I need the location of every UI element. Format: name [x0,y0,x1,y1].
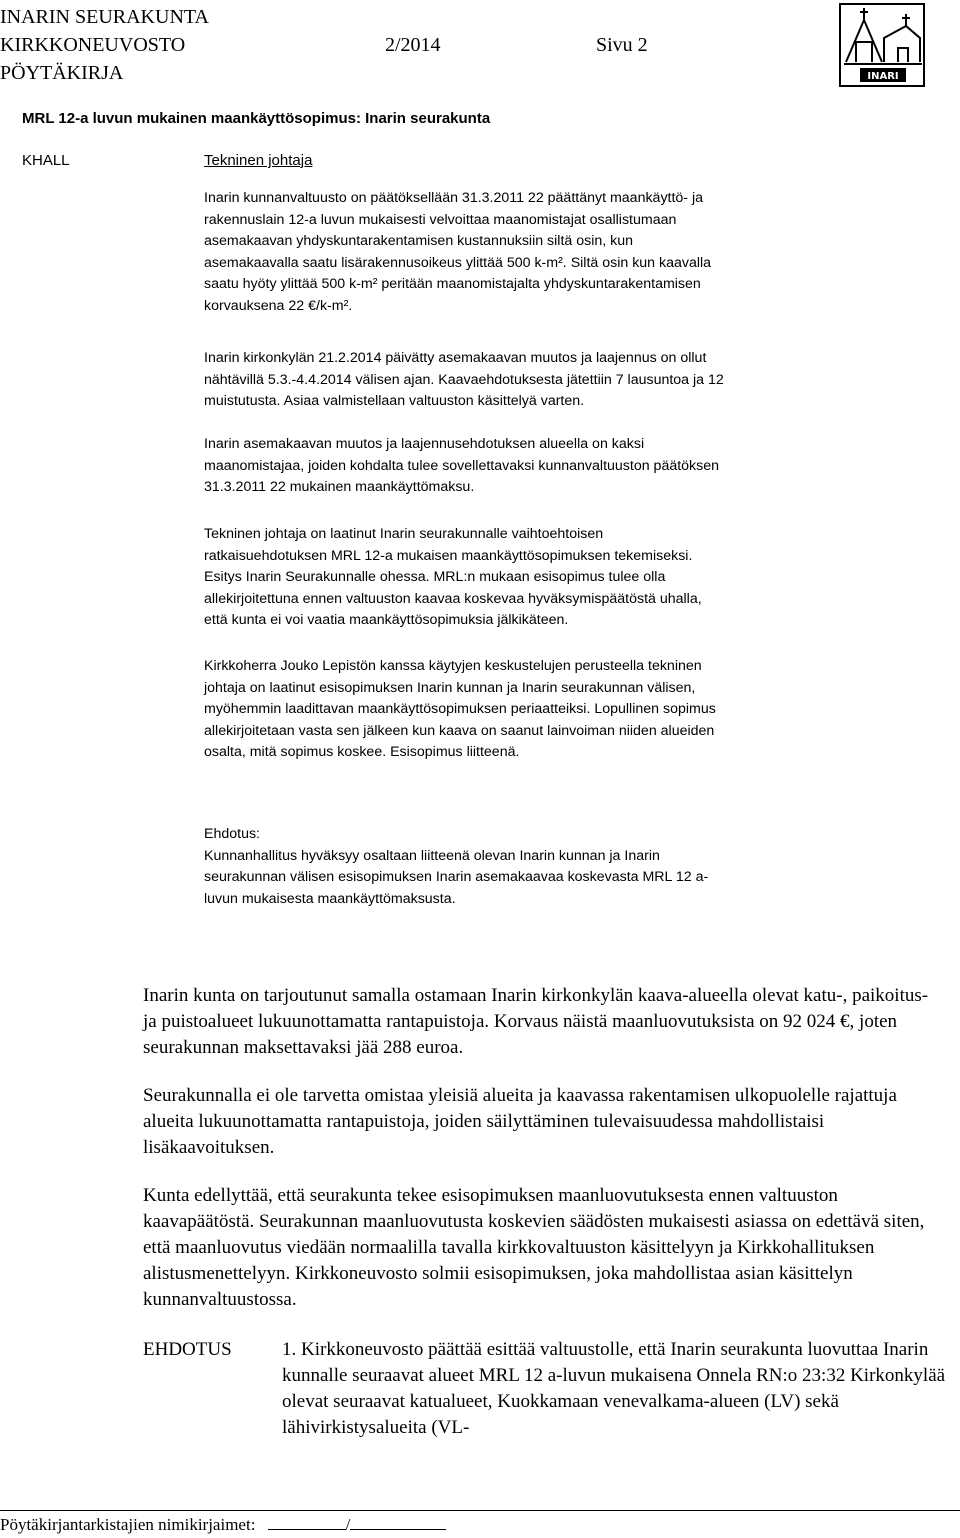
svg-text:INARI: INARI [867,71,899,82]
scan-role: Tekninen johtaja [204,152,313,169]
footer [0,1514,446,1536]
scan-title: MRL 12-a luvun mukainen maankäyttösopimus: Inarin seurakunta [22,110,491,127]
scan-paragraph: Inarin asemakaavan muutos ja laajennusehdotuksen alueella on kaksi maanomistajaa, joiden kohdalta tulee sovellettavaksi kunnanvaltuuston päätöksen 31.3.2011 22 mukainen maankäyttömaksu. [204,436,720,495]
proposal-label: EHDOTUS [143,1339,232,1360]
org-name: INARIN SEURAKUNTA [0,6,209,28]
scan-paragraph: Kirkkoherra Jouko Lepistön kanssa käytyjen keskustelujen perusteella tekninen johtaja on laatinut esisopimuksen Inarin kunnan ja Inarin seurakunnan välisen, myöhemmin laadittavan maankäyttösopimuksen periaatteiksi. Lopullinen sopimus allekirjoitetaan vasta sen jälkeen kun kaava on saanut lainvoiman niiden alueiden osalta, mitä sopimus koskee. Esisopimus liitteenä. [204,658,716,760]
footer-divider [0,1510,960,1511]
initials-separator: / [345,1515,351,1534]
scan-proposal [204,824,724,910]
scan-paragraph: Inarin kunnanvaltuusto on päätöksellään 31.3.2011 22 päättänyt maankäyttö- ja rakennuslain 12-a luvun mukaisesti velvoittaa maanomistajat osallistumaan asemakaavan yhdyskuntarakentamisen kustannuksiin siltä osin, kun asemakaavalla saatu lisärakennusoikeus ylittää 500 k-m². Siltä osin kun kaavalla saatu hyöty ylittää 500 k-m² peritään maanomistajalta yhdyskuntarakentamisen korvauksena 22 €/k-m². [204,190,712,314]
scan-department: KHALL [22,152,70,169]
church-logo-icon [836,2,928,88]
scan-proposal-label: Ehdotus: [204,826,261,842]
page-number: Sivu 2 [596,34,648,56]
proposal-text: 1. Kirkkoneuvosto päättää esittää valtuustolle, että Inarin seurakunta luovuttaa Inarin kunnalle seuraavat alueet MRL 12 a-luvun mukaisena Onnela RN:o 23:32 Kirkonkylää olevat seuraavat katualueet, Kuokkamaan venevalkama-alueen (LV) sekä lähivirkistysalueita (VL- [282,1339,946,1438]
doc-type: PÖYTÄKIRJA [0,62,124,84]
initials-blank-1 [268,1515,346,1530]
scan-paragraph: Inarin kirkonkylän 21.2.2014 päivätty asemakaavan muutos ja laajennus on ollut nähtävillä 5.3.-4.4.2014 välisen ajan. Kaavaehdotuksesta jätettiin 7 lausuntoa ja 12 muistutusta. Asiaa valmistellaan valtuuston käsittelyä varten. [204,350,724,409]
initials-blank-2 [350,1515,446,1530]
body-paragraph: Seurakunnalla ei ole tarvetta omistaa yleisiä alueita ja kaavassa rakentamisen ulkopuolelle rajattuja alueita lukuunottamatta rantapuistoja, joiden säilyttäminen tulevaisuudessa mahdollistaisi lisäkaavoituksen. [143,1085,897,1158]
scanned-attachment [0,96,960,926]
document-header [0,0,960,90]
footer-label: Pöytäkirjantarkistajien nimikirjaimet: [0,1515,256,1534]
body-paragraph: Kunta edellyttää, että seurakunta tekee esisopimuksen maanluovutuksesta ennen valtuuston kaavapäätöstä. Seurakunnan maanluovutusta koskevien säädösten mukaisesti asiassa on edettävä siten, että maanluovutus viedään normaalilla tavalla kirkkovaltuuston käsittelyyn ja Kirkkohallituksen alistusmenettelyyn. Kirkkoneuvosto solmii esisopimuksen, joka mahdollistaa asian käsittelyn kunnanvaltuustossa. [143,1185,925,1310]
scan-proposal-text: Kunnanhallitus hyväksyy osaltaan liitteenä olevan Inarin kunnan ja Inarin seurakunnan välisen esisopimuksen Inarin asemakaavaa koskevasta MRL 12 a-luvun mukaisesta maankäyttömaksusta. [204,847,709,907]
scan-paragraph: Tekninen johtaja on laatinut Inarin seurakunnalle vaihtoehtoisen ratkaisuehdotuksen MRL 12-a mukaisen maankäyttösopimuksen tekemiseksi. Esitys Inarin Seurakunnalle ohessa. MRL:n mukaan esisopimus tulee olla allekirjoitettuna ennen valtuuston kaavaa koskevaa hyväksymispäätöstä uhalla, että kunta ei voi vaatia maankäyttösopimuksia jälkikäteen. [204,526,702,628]
body-paragraph: Inarin kunta on tarjoutunut samalla ostamaan Inarin kirkonkylän kaava-alueella olevat katu-, paikoitus- ja puistoalueet lukuunottamatta rantapuistoja. Korvaus näistä maanluovutuksista on 92 024 €, joten seurakunnan maksettavaksi jää 288 euroa. [143,985,929,1058]
meeting-number: 2/2014 [385,34,441,56]
body-name: KIRKKONEUVOSTO [0,34,186,56]
